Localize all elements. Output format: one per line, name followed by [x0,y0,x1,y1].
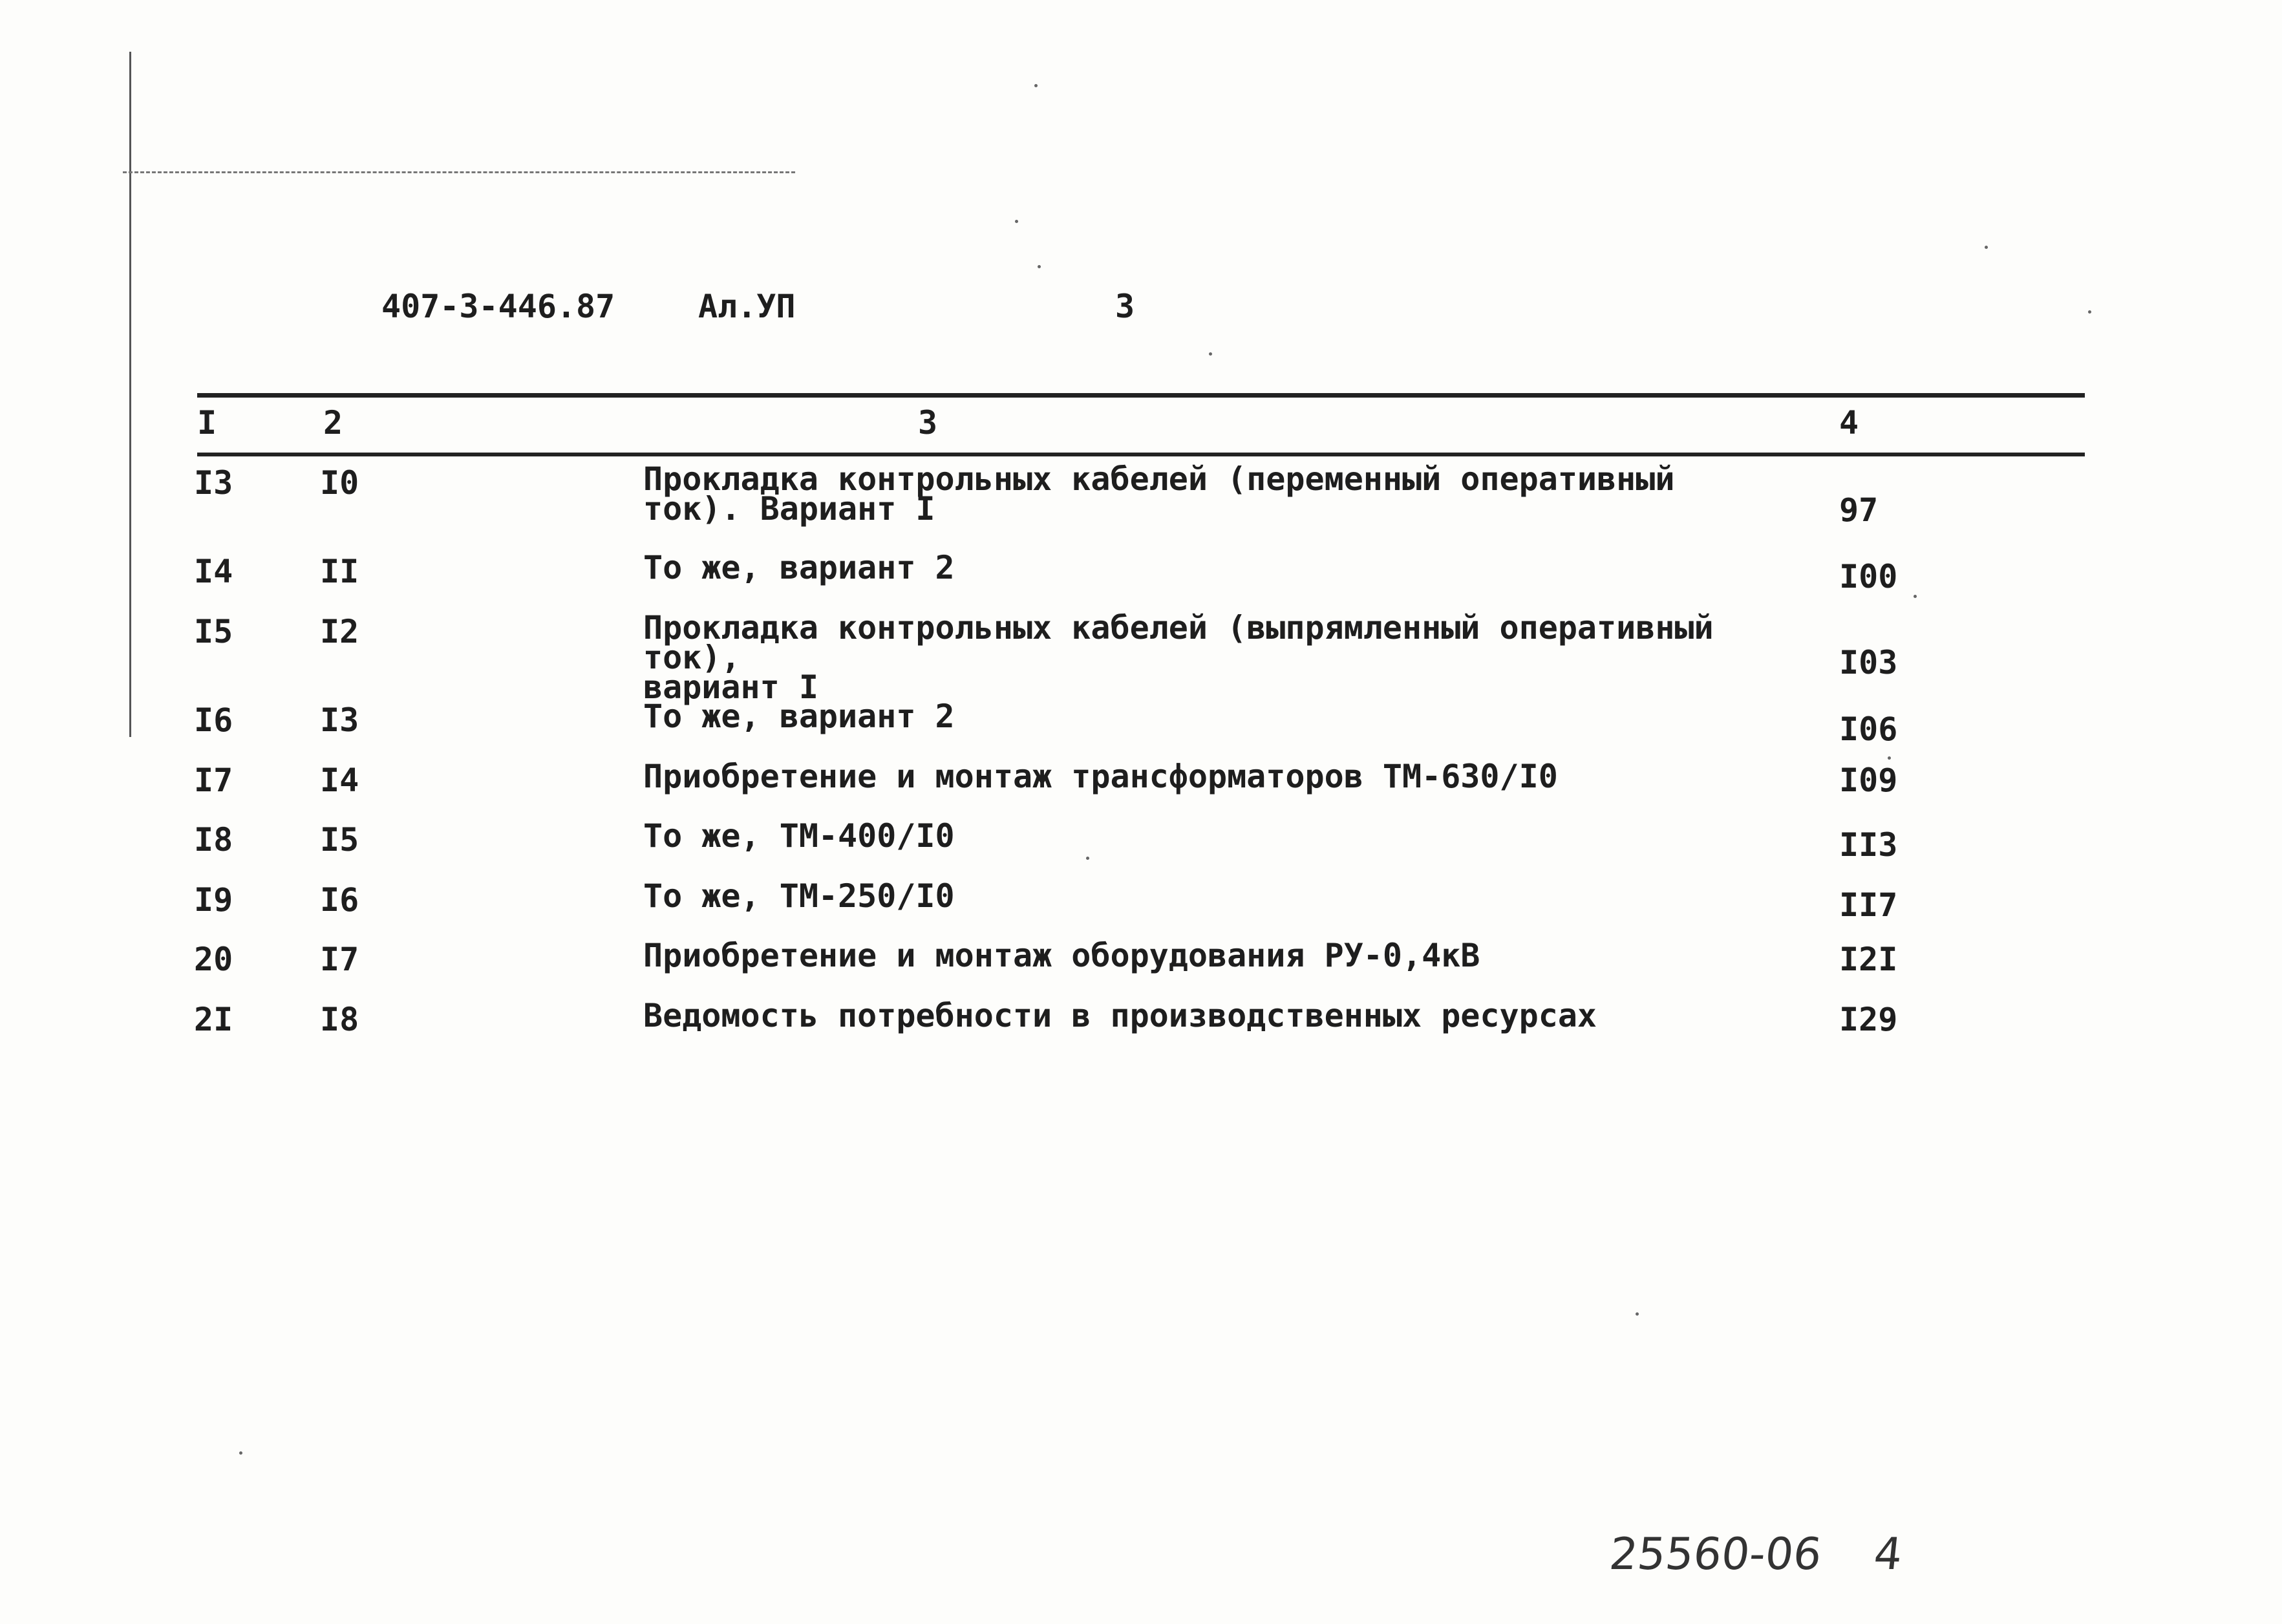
section-number: I8 [320,1001,359,1038]
row-number: I6 [194,701,233,739]
scan-speck [1034,84,1038,87]
scan-speck [1636,1312,1639,1316]
section-number: I5 [320,821,359,859]
row-number: I9 [194,881,233,919]
page-number: I09 [1839,762,1898,799]
row-title: Прокладка контрольных кабелей (переменный оперативный ток). Вариант I [643,460,1675,528]
scan-speck [1086,857,1089,860]
handwritten-sheet: 4 [1871,1529,1905,1580]
row-number: I4 [194,553,233,590]
section-number: I4 [320,762,359,799]
row-number: I3 [194,464,233,502]
page-number: I29 [1839,1001,1898,1038]
sheet-number: 3 [1115,288,1135,325]
row-title: Приобретение и монтаж трансформаторов ТМ-630/I0 [643,758,1558,795]
left-margin-line [129,52,131,737]
row-title: То же, вариант 2 [643,549,955,586]
scan-speck [1985,246,1988,249]
scan-speck [1015,220,1018,223]
row-title: То же, вариант 2 [643,698,955,735]
section-number: I6 [320,881,359,919]
page-number: 97 [1839,491,1879,529]
row-title: Приобретение и монтаж оборудования РУ-0,4кВ [643,937,1480,974]
row-number: I8 [194,821,233,859]
section-number: I3 [320,701,359,739]
column-header-2: 2 [323,404,343,442]
handwritten-annotation [1607,1529,1905,1580]
column-header-4: 4 [1839,404,1859,442]
row-number: I7 [194,762,233,799]
page-number: I00 [1839,558,1898,595]
dashed-divider [123,171,795,173]
page-number: I06 [1839,710,1898,748]
album-number: Ал.УП [698,288,796,325]
section-number: I7 [320,941,359,978]
row-title: Прокладка контрольных кабелей (выпрямленный оперативный ток), вариант I [643,609,1714,706]
scan-speck [1888,756,1891,760]
scan-speck [239,1451,242,1455]
row-number: I5 [194,613,233,650]
scan-speck [1038,265,1041,268]
row-title: То же, ТМ-400/I0 [643,817,955,855]
column-header-1: I [197,404,217,442]
handwritten-code: 25560-06 [1606,1529,1824,1580]
row-title: То же, ТМ-250/I0 [643,877,955,915]
table-top-rule [197,393,2085,398]
row-number: 20 [194,941,233,978]
section-number: I2 [320,613,359,650]
section-number: II [320,553,359,590]
scan-speck [1209,352,1212,356]
row-number: 2I [194,1001,233,1038]
column-header-3: 3 [918,404,938,442]
page-number: I03 [1839,644,1898,681]
table-header-rule [197,453,2085,456]
page-number: II7 [1839,886,1898,924]
section-number: I0 [320,464,359,502]
scan-speck [1914,595,1917,598]
page-number: II3 [1839,826,1898,864]
scan-speck [2088,310,2091,314]
row-title: Ведомость потребности в производственных ресурсах [643,997,1597,1034]
document-code: 407-3-446.87 [381,288,615,325]
page-number: I2I [1839,941,1898,978]
